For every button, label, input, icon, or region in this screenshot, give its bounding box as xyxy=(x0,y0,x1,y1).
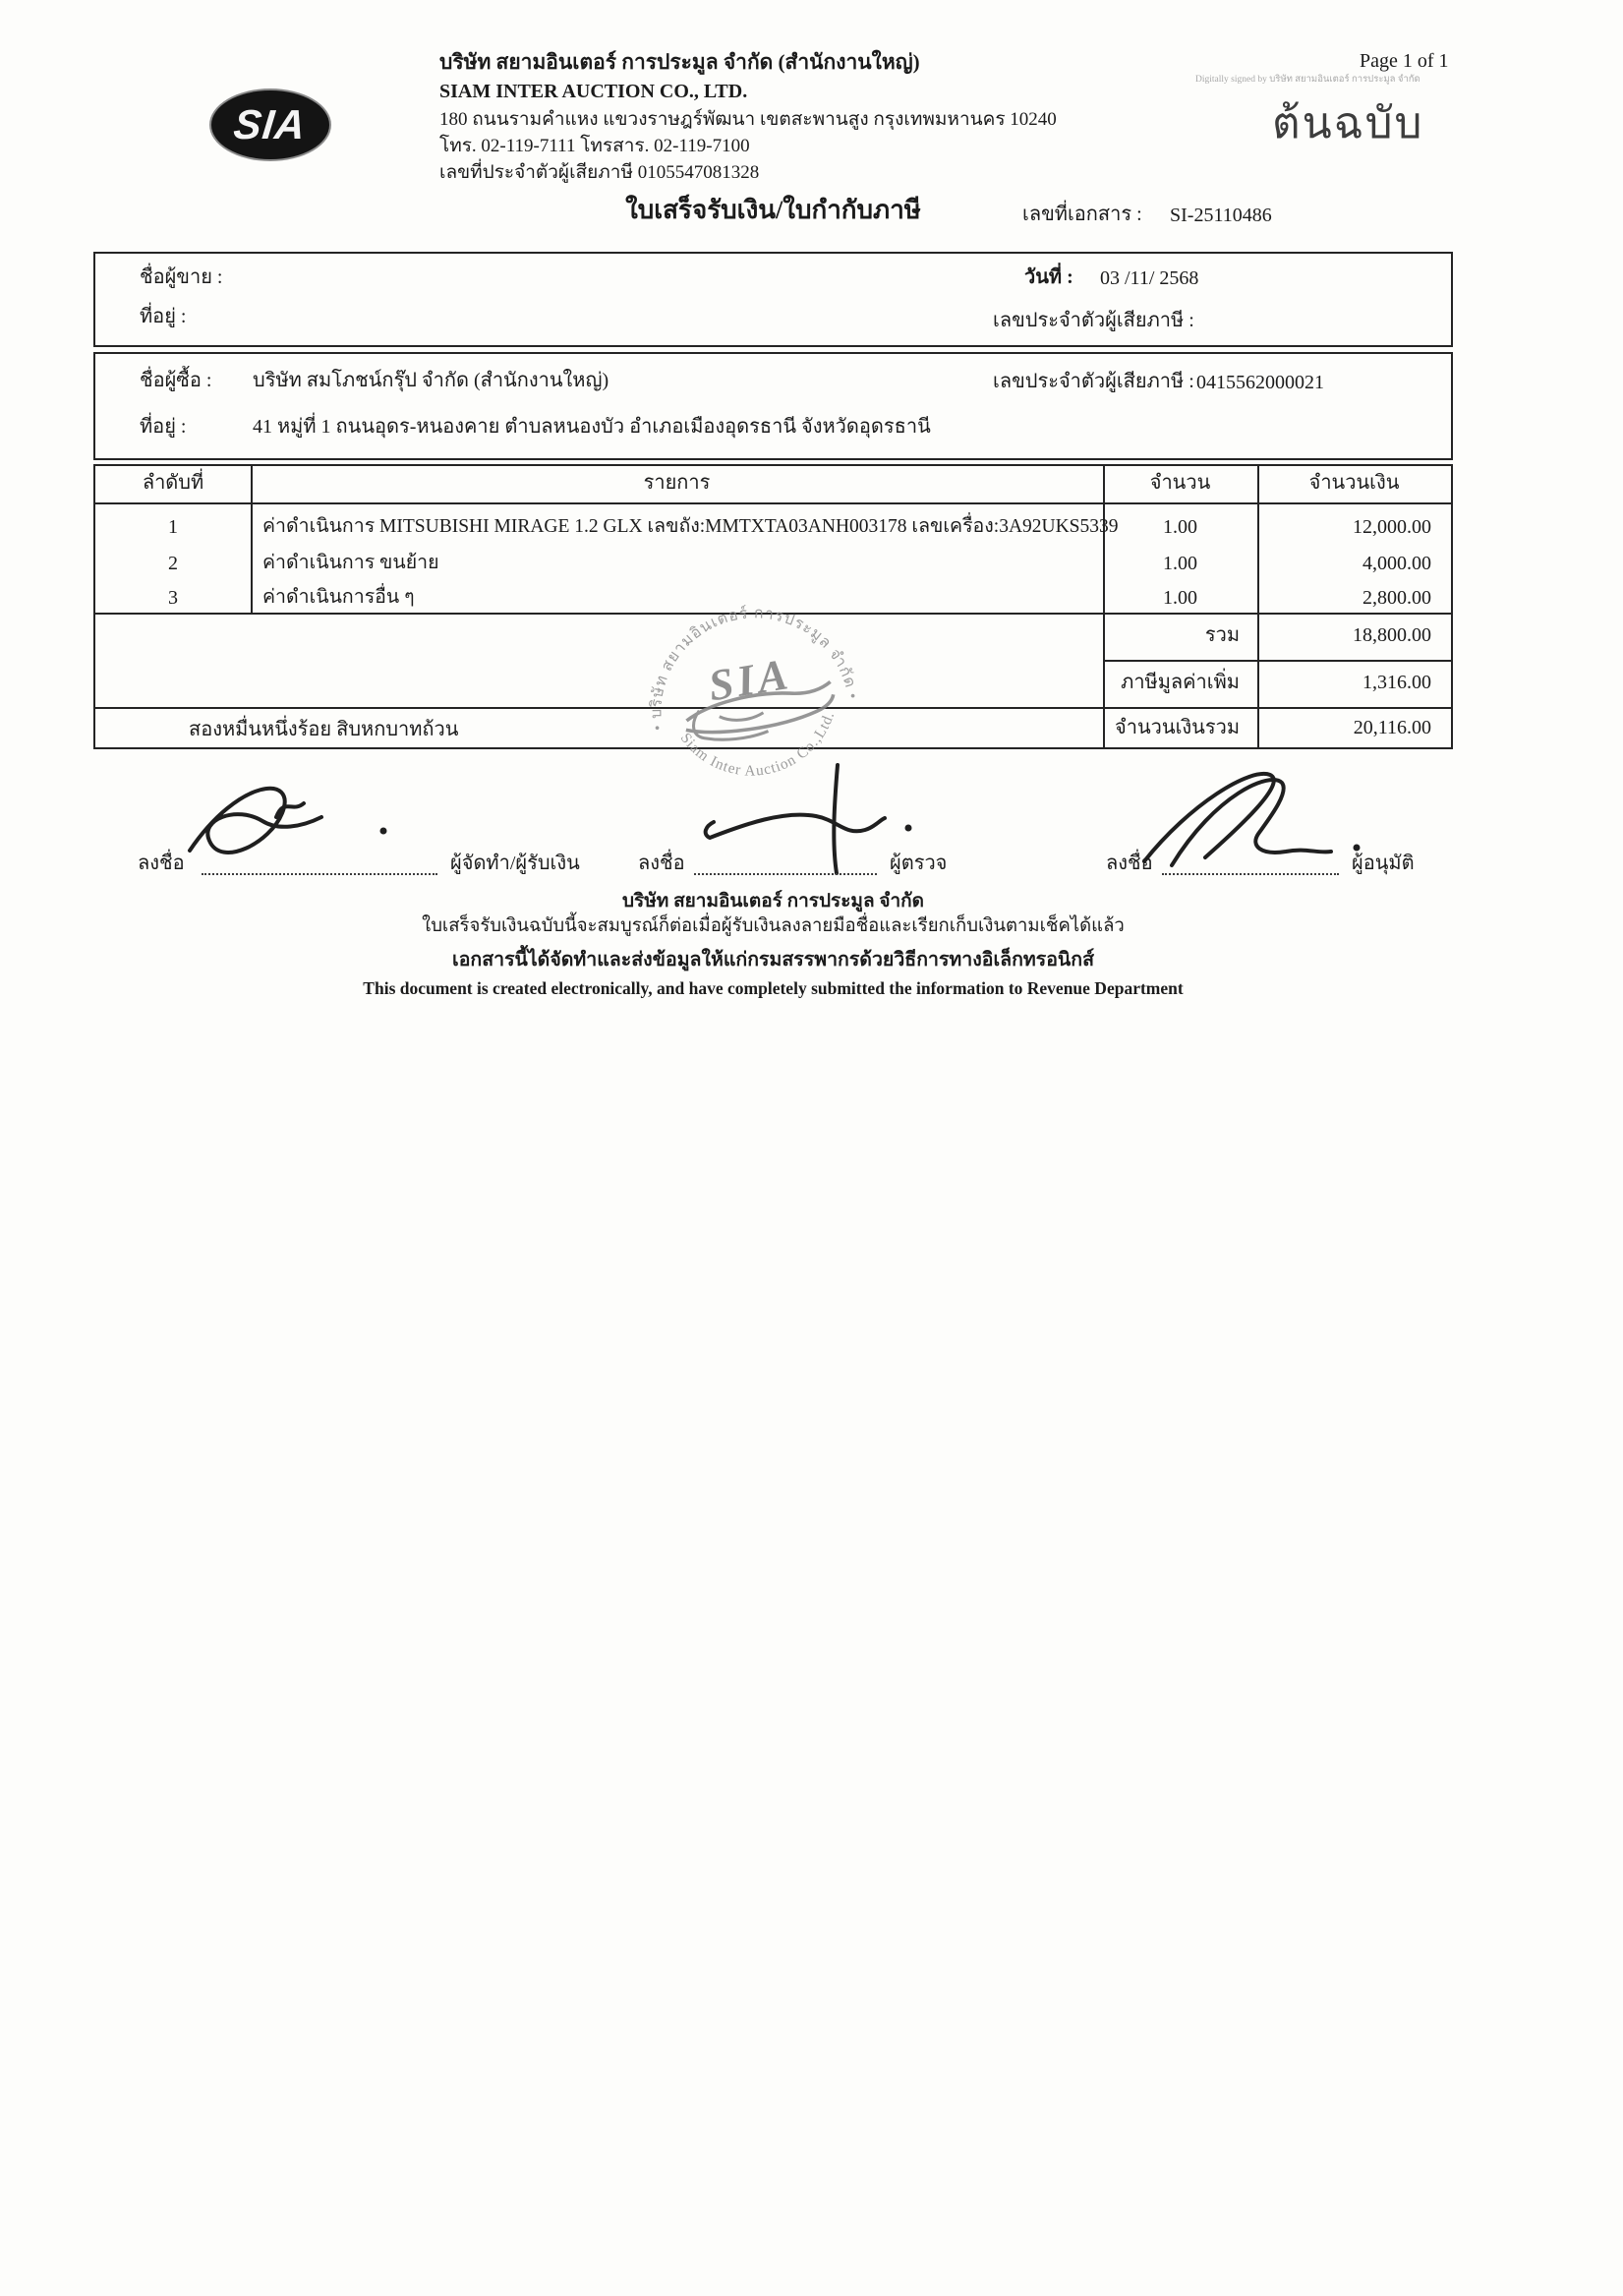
date-label: วันที่ : xyxy=(1024,266,1073,288)
footer-company-name: บริษัท สยามอินเตอร์ การประมูล จำกัด xyxy=(622,891,924,912)
stamp-center-text: SIA xyxy=(705,648,795,711)
buyer-name-label: ชื่อผู้ซื้อ : xyxy=(140,370,212,391)
vat-label: ภาษีมูลค่าเพิ่ม xyxy=(1121,672,1240,693)
digital-signature-line: Digitally signed by บริษัท สยามอินเตอร์ การประมูล จำกัด xyxy=(1195,75,1420,85)
subtotal-value: 18,800.00 xyxy=(1353,624,1431,646)
stamp-arc-bottom-text: Siam Inter Auction Co.,Ltd. xyxy=(676,709,839,780)
footer-validity-note: ใบเสร็จรับเงินฉบับนี้จะสมบูรณ์ก็ต่อเมื่อผู้รับเงินลงลายมือชื่อและเรียกเก็บเงินตามเช็คได้แล้ว xyxy=(422,916,1125,936)
buyer-info-box xyxy=(93,352,1453,460)
amount-in-words: สองหมื่นหนึ่งร้อย สิบหกบาทถ้วน xyxy=(189,719,459,740)
item-qty: 1.00 xyxy=(1163,516,1197,538)
item-amount: 12,000.00 xyxy=(1353,516,1431,538)
signature-role-preparer: ผู้จัดทำ/ผู้รับเงิน xyxy=(450,853,580,874)
item-no: 1 xyxy=(168,516,178,538)
sign-label-1: ลงชื่อ xyxy=(138,853,185,874)
grand-total-label: จำนวนเงินรวม xyxy=(1115,717,1240,738)
buyer-tax-id-label: เลขประจำตัวผู้เสียภาษี : xyxy=(993,371,1194,392)
item-qty: 1.00 xyxy=(1163,587,1197,609)
item-no: 2 xyxy=(168,553,178,574)
item-description: ค่าดำเนินการ MITSUBISHI MIRAGE 1.2 GLX เลขถัง:MMTXTA03ANH003178 เลขเครื่อง:3A92UKS5339 xyxy=(262,516,1119,537)
doc-no-value: SI-25110486 xyxy=(1170,205,1272,226)
company-name-en: SIAM INTER AUCTION CO., LTD. xyxy=(439,81,748,103)
grand-total-value: 20,116.00 xyxy=(1353,717,1431,738)
sia-logo-text: SIA xyxy=(232,100,310,147)
company-phone: โทร. 02-119-7111 โทรสาร. 02-119-7100 xyxy=(439,136,750,156)
document-title: ใบเสร็จรับเงิน/ใบกำกับภาษี xyxy=(625,196,921,224)
signature-line-3 xyxy=(1162,873,1339,875)
company-tax-id: เลขที่ประจำตัวผู้เสียภาษี 0105547081328 xyxy=(439,161,760,183)
item-amount: 2,800.00 xyxy=(1362,587,1431,609)
sign-label-2: ลงชื่อ xyxy=(638,853,685,874)
copy-type-label: ต้นฉบับ xyxy=(1272,99,1424,147)
buyer-address-value: 41 หมู่ที่ 1 ถนนอุดร-หนองคาย ตำบลหนองบัว อำเภอเมืองอุดรธานี จังหวัดอุดรธานี xyxy=(253,416,931,438)
doc-no-label: เลขที่เอกสาร : xyxy=(1022,204,1142,225)
col-header-no: ลำดับที่ xyxy=(142,472,204,494)
footer-electronic-note-th: เอกสารนี้ได้จัดทำและส่งข้อมูลให้แก่กรมสรรพากรด้วยวิธีการทางอิเล็กทรอนิกส์ xyxy=(452,950,1094,971)
table-line-header-bottom xyxy=(95,502,1451,504)
signature-preparer xyxy=(172,772,487,880)
stamp-arc-top-text: • บริษัท สยามอินเตอร์ การประมูล จำกัด • xyxy=(648,605,861,733)
seller-info-box xyxy=(93,252,1453,347)
footer-electronic-note-en: This document is created electronically, and have completely submitted the information to Revenue Department xyxy=(363,978,1184,998)
item-qty: 1.00 xyxy=(1163,553,1197,574)
sign-label-3: ลงชื่อ xyxy=(1106,853,1153,874)
item-description: ค่าดำเนินการ ขนย้าย xyxy=(262,553,439,573)
buyer-tax-id-value: 0415562000021 xyxy=(1196,372,1324,393)
date-value: 03 /11/ 2568 xyxy=(1100,267,1199,289)
col-header-qty: จำนวน xyxy=(1149,472,1211,494)
signature-role-checker: ผู้ตรวจ xyxy=(890,853,948,874)
item-description: ค่าดำเนินการอื่น ๆ xyxy=(262,587,415,608)
subtotal-label: รวม xyxy=(1204,624,1240,646)
buyer-name-value: บริษัท สมโภชน์กรุ๊ป จำกัด (สำนักงานใหญ่) xyxy=(253,370,609,391)
seller-address-label: ที่อยู่ : xyxy=(140,306,187,327)
sia-logo xyxy=(211,90,329,159)
col-header-amount: จำนวนเงิน xyxy=(1308,472,1400,494)
page-number: Page 1 of 1 xyxy=(1360,50,1449,72)
col-header-description: รายการ xyxy=(643,472,711,494)
company-header-block xyxy=(439,49,1057,185)
signature-line-2 xyxy=(694,873,877,875)
seller-name-label: ชื่อผู้ขาย : xyxy=(140,266,223,288)
buyer-address-label: ที่อยู่ : xyxy=(140,416,187,438)
seller-tax-id-label: เลขประจำตัวผู้เสียภาษี : xyxy=(993,310,1194,331)
company-address: 180 ถนนรามคำแหง แขวงราษฎร์พัฒนา เขตสะพานสูง กรุงเทพมหานคร 10240 xyxy=(439,109,1057,131)
signature-role-approver: ผู้อนุมัติ xyxy=(1352,853,1415,874)
signature-line-1 xyxy=(202,873,437,875)
item-amount: 4,000.00 xyxy=(1362,553,1431,574)
table-line-subtotal-bottom xyxy=(1103,660,1451,662)
company-name-th: บริษัท สยามอินเตอร์ การประมูล จำกัด (สำนักงานใหญ่) xyxy=(439,50,920,74)
item-no: 3 xyxy=(168,587,178,609)
vat-value: 1,316.00 xyxy=(1362,672,1431,693)
